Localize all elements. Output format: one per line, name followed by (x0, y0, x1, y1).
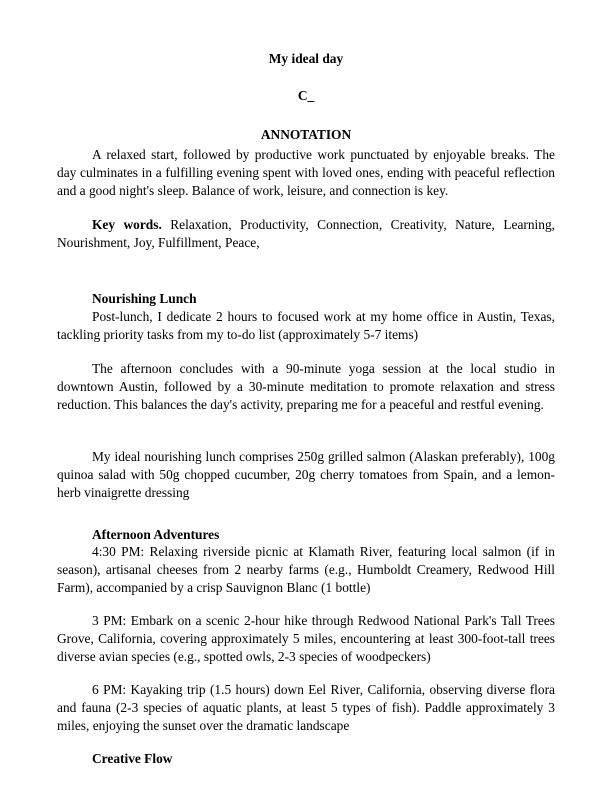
section-heading-nourishing-lunch: Nourishing Lunch (92, 291, 197, 306)
section-heading-afternoon-adventures: Afternoon Adventures (92, 527, 220, 542)
annotation-paragraph: A relaxed start, followed by productive work punctuated by enjoyable breaks. The day culminates in a fulfilling evening spent with loved ones, ending with peaceful reflection and a good night's sleep. Balance of work, leisure, and connection is key. (57, 147, 555, 198)
section-paragraph: 6 PM: Kayaking trip (1.5 hours) down Eel River, California, observing diverse flora and fauna (2-3 species of aquatic plants, at least 5 types of fish). Paddle approximately 3 miles, enjoying the sunset over the dramatic landscape (57, 682, 555, 733)
keywords-text: Relaxation, Productivity, Connection, Creativity, Nature, Learning, Nourishment, Joy, Fulfillment, Peace, (57, 217, 556, 250)
section-paragraph: 3 PM: Embark on a scenic 2-hour hike through Redwood National Park's Tall Trees Grove, California, covering approximately 5 miles, encountering at least 300-foot-tall trees diverse avian species (e.g., spotted owls, 2-3 species of woodpeckers) (57, 613, 555, 664)
author-initial: C_ (297, 88, 315, 103)
keywords-paragraph (57, 216, 555, 252)
keywords-label: Key words. (92, 217, 162, 232)
section-paragraph: My ideal nourishing lunch comprises 250g grilled salmon (Alaskan preferably), 100g quinoa salad with 50g chopped cucumber, 20g cherry tomatoes from Spain, and a lemon-herb vinaigrette dressing (57, 449, 555, 500)
section-heading-creative-flow: Creative Flow (92, 751, 173, 766)
section-paragraph: Post-lunch, I dedicate 2 hours to focused work at my home office in Austin, Texas, tackling priority tasks from my to-do list (approximately 5-7 items) (57, 309, 555, 342)
annotation-heading: ANNOTATION (260, 127, 352, 142)
document-title: My ideal day (268, 51, 344, 66)
section-paragraph: 4:30 PM: Relaxing riverside picnic at Klamath River, featuring local salmon (if in season), artisanal cheeses from 2 nearby farms (e.g., Humboldt Creamery, Redwood Hill Farm), accompanied by a crisp Sauvignon Blanc (1 bottle) (57, 544, 555, 595)
section-paragraph: The afternoon concludes with a 90-minute yoga session at the local studio in downtown Austin, followed by a 30-minute meditation to promote relaxation and stress reduction. This balances the day's activity, preparing me for a peaceful and restful evening. (57, 361, 555, 412)
